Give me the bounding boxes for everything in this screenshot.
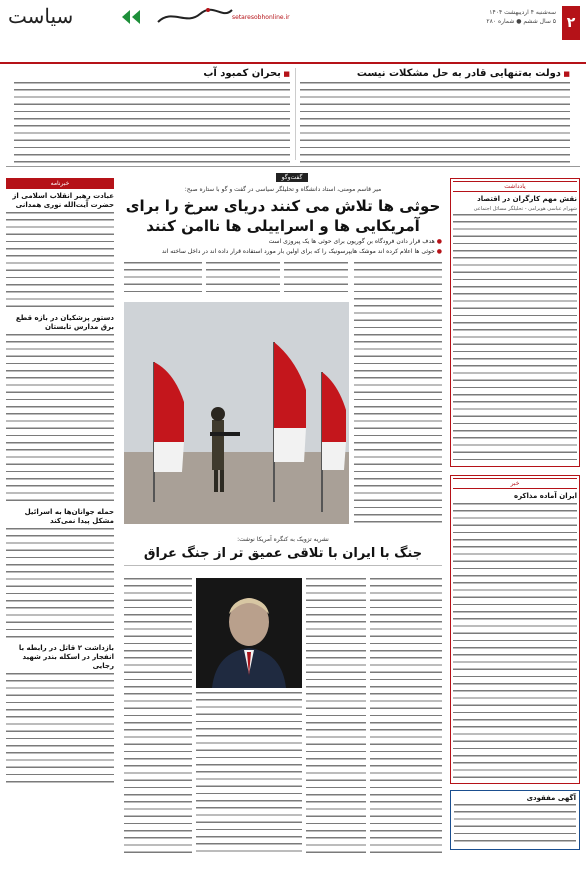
news-tag: خبر (453, 478, 577, 489)
lead-left-body (14, 82, 290, 166)
second-body-col-4 (124, 578, 192, 854)
brief-3-body (6, 528, 114, 638)
note-box (450, 178, 580, 467)
main-body-col-1 (354, 262, 442, 524)
brief-1-body (6, 212, 114, 308)
main-kicker (188, 174, 396, 181)
left-sidebar (6, 178, 114, 783)
news-box (450, 475, 580, 784)
ad-box (450, 790, 580, 850)
news-title: ایران آماده مذاکره (513, 492, 577, 500)
brief-4-body (6, 673, 114, 783)
column-divider (295, 68, 296, 160)
lead-article-left (14, 68, 290, 166)
newspaper-logo (152, 4, 236, 30)
lead-right-title: ■ دولت به‌تنهایی قادر به حل مشکلات نیست (300, 68, 570, 79)
main-body-col-2 (284, 262, 348, 298)
brief-4-title: بازداشت ۲ قاتل در رابطه با انفجار در اسکله بندر شهید رجایی (18, 644, 114, 670)
note-body (453, 214, 577, 464)
main-bullet-2: ● حوثی ها اعلام کرده اند موشک هایپرسونیک را که برای اولین بار مورد استفاده قرار داده اند در داخل ساخته اند (124, 248, 442, 255)
ad-body (454, 804, 576, 844)
brief-3-title: حمله جوانان‌ها به اسرائیل مشکل پیدا نمی‌کند (24, 508, 114, 525)
website-link[interactable]: setaresobhonline.ir (232, 14, 290, 21)
portrait-image (196, 578, 302, 688)
note-author: شهرام عباسی هویرامی - تحلیلگر مسائل اجتماعی (473, 206, 577, 212)
brief-2-title: دستور پزشکیان در بازه قطع برق مدارس تابستان (15, 314, 114, 331)
second-body-col-1 (370, 578, 442, 854)
brief-1-title: عبادت رهبر انقلاب اسلامی از حضرت آیت‌الله نوری همدانی (12, 192, 114, 209)
flag-scene-image (124, 302, 349, 524)
date-line-2: ۵ سال ششم ● شماره ۲۸۰ (486, 18, 556, 25)
second-body-col-3 (196, 692, 302, 854)
double-chevron-icon (118, 10, 142, 24)
page-number: ۲ (562, 6, 580, 40)
row-divider (6, 166, 580, 167)
news-body (453, 503, 577, 781)
right-sidebar (450, 178, 580, 784)
main-kicker-label: گفت‌وگو (276, 173, 309, 182)
second-body-col-2 (306, 578, 366, 854)
date-line-1: سه‌شنبه ۴ اردیبهشت ۱۴۰۴ (489, 9, 556, 16)
lead-left-title: ■ بحران کمبود آب (14, 68, 290, 79)
briefs-tag: خبرنامه (6, 178, 114, 189)
main-subtitle: میر قاسم مومنی، استاد دانشگاه و تحلیلگر سیاسی در گفت و گو با ستاره صبح: (184, 186, 382, 193)
politician-photo (196, 578, 302, 688)
lead-article-right (300, 68, 570, 166)
second-kicker: نشریه تزویک به کنگره آمریکا نوشت: (237, 536, 329, 543)
main-body-col-4 (124, 262, 202, 298)
issue-date (486, 8, 556, 26)
brief-2-body (6, 334, 114, 502)
main-body-col-3 (206, 262, 280, 298)
section-title: سیاست (8, 4, 74, 28)
main-headline: حوثی ها تلاش می کنند دریای سرخ را برای آمریکایی ها و اسراییلی ها ناامن کنند (125, 197, 441, 235)
lead-right-body (300, 82, 570, 166)
note-tag: یادداشت (453, 181, 577, 192)
note-title: نقش مهم کارگران در اقتصاد (477, 195, 577, 203)
soldier-photo (124, 302, 349, 524)
page-header (0, 0, 586, 64)
second-headline: جنگ با ایران با تلاقی عمیق تر از جنگ عراق (124, 546, 442, 566)
ad-title: آگهی مفقودی (526, 794, 576, 802)
main-bullet-1: ● هدف قرار دادن فرودگاه بن گوریون برای حوثی ها یک پیروزی است (124, 238, 442, 245)
